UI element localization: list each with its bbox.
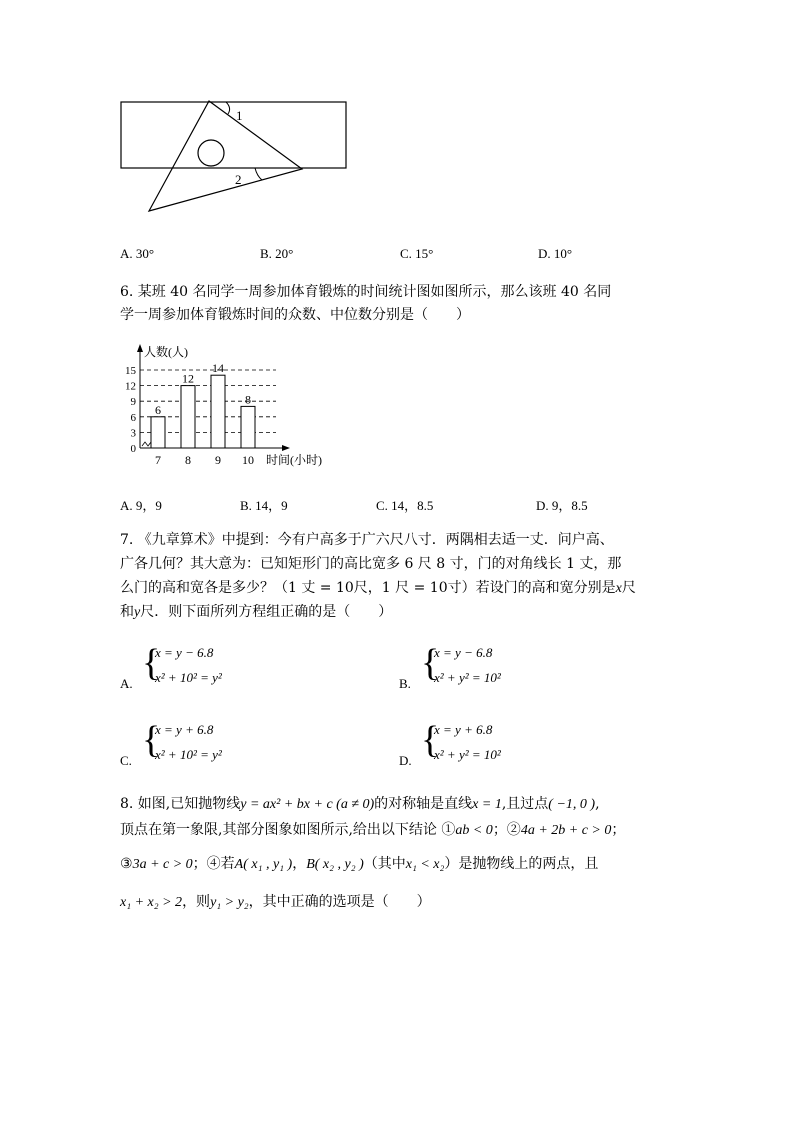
axis-break-mark [142,442,151,446]
q5-option-b[interactable]: B. 20° [260,246,294,261]
bar [181,386,195,448]
y-tick-label: 6 [130,411,136,424]
q8-axis-eq: x = 1 [472,797,502,812]
triangle-shape [149,101,302,211]
bar-value-label: 6 [155,402,161,417]
x-tick-label: 7 [155,453,161,467]
q5-option-d[interactable]: D. 10° [538,246,573,261]
q7-line3-unit: 尺 [621,580,636,596]
q8-x-sum: x₁ + x₂ > 2 [120,895,183,910]
q6-option-c[interactable]: C. 14，8.5 [376,498,434,513]
q8-point: ( −1, 0 ) [548,797,596,812]
bar-value-label: 14 [212,361,224,376]
bar [241,406,255,448]
q7-line4-and: 和 [120,604,134,620]
triangle-hole [198,140,224,166]
q7-option-a-brace: { [142,642,161,684]
q7-line4-text: 尺．则下面所列方程组正确的是（ ） [140,604,393,620]
angle-1-arc [226,102,230,114]
x-axis-arrow [282,445,290,451]
q8-conclusion-2: 4a + 2b + c > 0 [520,823,612,838]
q7-option-a[interactable] [120,640,320,696]
q7-option-c-eq2: x² + 10² = y² [155,747,222,762]
q8-l3-num: ③ [120,856,133,872]
q6-option-a[interactable]: A. 9，9 [120,498,162,513]
angle-2-arc [255,168,262,180]
q7-option-a-eq1: x = y − 6.8 [155,645,214,660]
q8-l3-if: ；④若 [192,856,235,872]
q6-question-line1: 6. 某班 40 名同学一周参加体育锻炼的时间统计图如图所示，那么该班 40 名同 [120,284,612,300]
q8-l3-where: （其中 [363,856,406,872]
q8-l3-end: ）是抛物线上的两点，且 [444,856,599,872]
q8-l4-end: ，其中正确的选项是（ ） [248,894,431,910]
q8-l1-through: ,且过点 [501,796,549,812]
q7-question-line3 [120,580,636,597]
q7-var-x: x [615,581,622,596]
q7-option-d[interactable] [399,717,599,773]
q8-l2-text: 顶点在第一象限,其部分图象如图所示,给出以下结论 ① [120,822,456,838]
y-tick-label: 0 [130,443,136,455]
q8-point-a: A( x₁ , y₁ ) [234,857,293,872]
x-tick-label: 10 [242,453,254,467]
bar [151,417,165,448]
q7-var-y: y [134,605,141,620]
q8-question-line1 [120,796,600,813]
q7-option-c-eq1: x = y + 6.8 [155,722,214,737]
q7-option-c-label: C. [120,753,132,768]
q6-option-b[interactable]: B. 14，9 [240,498,288,513]
angle-1-label: 1 [236,108,243,123]
q5-option-a[interactable]: A. 30° [120,246,155,261]
q7-option-d-label: D. [399,753,412,768]
q7-question-line1: 7. 《九章算术》中提到：今有户高多于广六尺八寸．两隅相去适一丈．问户高、 [120,532,614,548]
q8-l3-comma: ， [292,856,307,872]
q7-option-b-eq2: x² + y² = 10² [434,670,501,685]
q8-l2-sep: ；② [492,822,521,838]
q7-question-line2: 广各几何？其大意为：已知矩形门的高比宽多 6 尺 8 寸，门的对角线长 1 丈，那 [120,556,622,572]
y-axis-label: 人数(人) [144,345,188,359]
q7-line3-text: 么门的高和宽各是多少？（1 丈 = 10尺，1 尺 = 10寸）若设门的高和宽分别是 [120,580,616,596]
q7-option-c[interactable] [120,717,320,773]
q8-x-order: x₁ < x₂ [405,857,445,872]
q7-option-d-eq2: x² + y² = 10² [434,747,501,762]
y-tick-label: 3 [130,427,136,440]
q8-l1-comma: , [595,796,600,812]
x-tick-label: 9 [215,453,221,467]
q8-l4-then: ，则 [182,894,211,910]
q7-option-b[interactable] [399,640,599,696]
y-tick-label: 15 [125,365,136,377]
q7-option-d-eq1: x = y + 6.8 [434,722,493,737]
q5-option-c[interactable]: C. 15° [400,246,434,261]
ruler-triangle-figure [118,98,350,216]
bar-value-label: 8 [245,392,251,407]
q7-question-line4 [120,604,392,621]
q6-question-line2: 学一周参加体育锻炼时间的众数、中位数分别是（ ） [120,307,470,323]
q8-parabola-eq: y = ax² + bx + c (a ≠ 0) [240,797,375,812]
y-tick-label: 12 [125,380,136,393]
q8-y-compare: y₁ > y₂ [210,895,249,910]
exercise-time-bar-chart [118,340,338,470]
bar [211,375,225,448]
q8-l1-axis-text: 的对称轴是直线 [374,796,473,812]
y-tick-label: 9 [130,396,136,409]
q8-question-line4 [120,894,431,911]
x-tick-label: 8 [185,453,191,467]
angle-2-label: 2 [235,172,242,187]
q8-point-b: B( x₂ , y₂ ) [306,857,364,872]
q8-question-line2 [120,822,625,839]
x-axis-label: 时间(小时) [266,453,322,467]
q7-option-a-label: A. [120,676,133,691]
q7-option-a-eq2: x² + 10² = y² [155,670,222,685]
q7-option-b-eq1: x = y − 6.8 [434,645,493,660]
ruler-rectangle [121,102,346,168]
q8-conclusion-3: 3a + c > 0 [132,857,193,872]
q7-option-b-label: B. [399,676,411,691]
q8-conclusion-1: ab < 0 [455,823,493,838]
q7-option-b-brace: { [421,642,440,684]
y-axis-arrow [137,344,143,352]
q8-l1-intro: 8. 如图,已知抛物线 [120,796,241,812]
q8-l2-end: ； [611,822,626,838]
q7-option-c-brace: { [142,719,161,761]
q6-option-d[interactable]: D. 9，8.5 [536,498,588,513]
bar-value-label: 12 [182,371,194,386]
q7-option-d-brace: { [421,719,440,761]
q8-question-line3 [120,856,598,873]
